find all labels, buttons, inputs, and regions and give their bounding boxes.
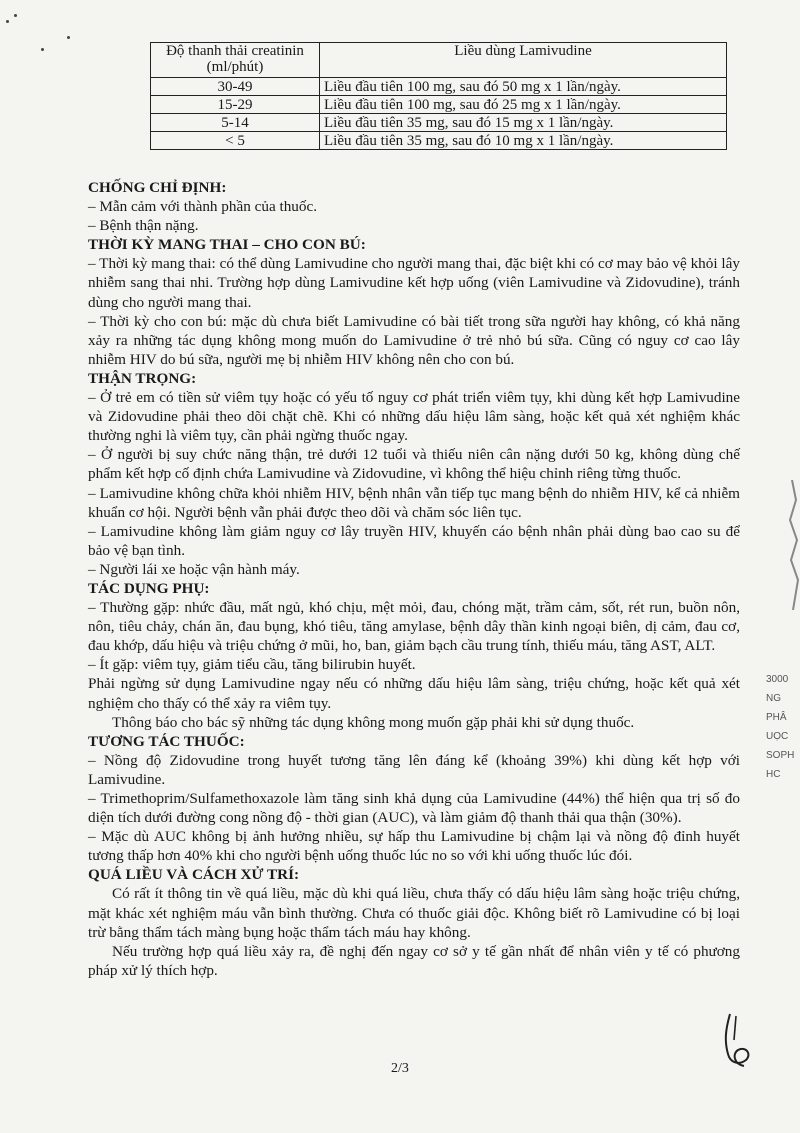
stamp-text: PHÂ <box>766 712 787 723</box>
table-cell-range: 15-29 <box>151 96 320 114</box>
paragraph: – Bệnh thận nặng. <box>88 217 199 235</box>
table-header-row <box>151 43 727 78</box>
table-cell-range: 5-14 <box>151 114 320 132</box>
table-cell-range: < 5 <box>151 132 320 150</box>
page-number: 2/3 <box>391 1061 409 1076</box>
table-row <box>151 114 727 132</box>
scan-speck <box>6 20 9 23</box>
scan-speck <box>41 48 44 51</box>
paragraph: – Trimethoprim/Sulfamethoxazole làm tăng sinh khả dụng của Lamivudine (44%) thể hiện qua trị số đo diện tích dưới đường cong nồng độ - thời gian (AUC), và làm giảm độ thanh thải qua thận (30%). <box>88 790 740 827</box>
scan-edge-mark <box>782 480 800 610</box>
table-cell-dose: Liều đầu tiên 100 mg, sau đó 25 mg x 1 lần/ngày. <box>320 96 727 114</box>
paragraph: – Mẫn cảm với thành phần của thuốc. <box>88 198 318 216</box>
section-heading-side-effects: TÁC DỤNG PHỤ: <box>88 579 210 597</box>
section-heading-overdose: QUÁ LIỀU VÀ CÁCH XỬ TRÍ: <box>88 866 300 884</box>
paragraph: – Mặc dù AUC không bị ảnh hưởng nhiều, sự hấp thu Lamivudine bị chậm lại và nồng độ đỉnh huyết tương thấp hơn 40% khi cho người bệnh uống thuốc lúc no so với khi uống thuốc lúc đói. <box>88 828 740 865</box>
scan-speck <box>14 14 17 17</box>
scan-speck <box>67 36 70 39</box>
paragraph: – Ít gặp: viêm tụy, giảm tiểu cầu, tăng bilirubin huyết. <box>88 656 416 674</box>
stamp-text: HC <box>766 769 781 780</box>
paragraph: – Lamivudine không chữa khỏi nhiễm HIV, bệnh nhân vẫn tiếp tục mang bệnh do nhiễm HIV, kể cả nhiễm khuẩn cơ hội. Người bệnh vẫn phải được theo dõi và chăm sóc liên tục. <box>88 484 740 521</box>
table-row <box>151 78 727 96</box>
paragraph: Có rất ít thông tin về quá liều, mặc dù khi quá liều, chưa thấy có dấu hiệu lâm sàng hoặc triệu chứng, mặt khác xét nghiệm máu vẫn bình thường. Chưa có thuốc giải độc. Không biết rõ Lamivudine có bị loại trừ bằng thẩm tách màng bụng hoặc thẩm tách máu hay không. <box>88 885 740 941</box>
paragraph: – Ở trẻ em có tiền sử viêm tụy hoặc có yếu tố nguy cơ phát triển viêm tụy, khi dùng kết hợp Lamivudine và Zidovudine phải theo dõi chặt chẽ. Khi có những dấu hiệu lâm sàng, hoặc kết quả xét nghiệm khác thường nghi là viêm tụy, cần phải ngừng thuốc ngay. <box>88 389 740 445</box>
paragraph: – Thời kỳ cho con bú: mặc dù chưa biết Lamivudine có bài tiết trong sữa người hay không, có khả năng xảy ra những tác dụng không mong muốn do Lamivudine ở trẻ nhỏ bú sữa. Cũng có nguy cơ cao lây nhiễm HIV do bú sữa, người mẹ bị nhiễm HIV không nên cho con bú. <box>88 312 740 368</box>
section-heading-interactions: TƯƠNG TÁC THUỐC: <box>88 732 245 750</box>
stamp-text: UỌC <box>766 731 789 742</box>
section-heading-precautions: THẬN TRỌNG: <box>88 369 197 387</box>
section-heading-contraindications: CHỐNG CHỈ ĐỊNH: <box>88 179 227 196</box>
table-cell-dose: Liều đầu tiên 35 mg, sau đó 15 mg x 1 lần/ngày. <box>320 114 727 132</box>
paragraph: Phải ngừng sử dụng Lamivudine ngay nếu có những dấu hiệu lâm sàng, triệu chứng, hoặc kết quả xét nghiệm cho thấy có thể xảy ra viêm tụy. <box>88 675 740 712</box>
paragraph: – Người lái xe hoặc vận hành máy. <box>88 560 300 578</box>
table-row <box>151 132 727 150</box>
table-cell-range: 30-49 <box>151 78 320 96</box>
stamp-text: SOPH <box>766 750 795 761</box>
table-header-creatinine: Độ thanh thải creatinin (ml/phút) <box>151 43 320 78</box>
table-cell-dose: Liều đầu tiên 100 mg, sau đó 50 mg x 1 lần/ngày. <box>320 78 727 96</box>
table-row <box>151 96 727 114</box>
paragraph: – Lamivudine không làm giảm nguy cơ lây truyền HIV, khuyến cáo bệnh nhân phải dùng bao cao su để bảo vệ bạn tình. <box>88 522 740 559</box>
table-header-dose: Liều dùng Lamivudine <box>320 43 727 78</box>
section-heading-pregnancy: THỜI KỲ MANG THAI – CHO CON BÚ: <box>88 236 366 254</box>
stamp-text: 3000 <box>766 674 789 685</box>
paragraph: Thông báo cho bác sỹ những tác dụng không mong muốn gặp phải khi sử dụng thuốc. <box>112 713 635 731</box>
paragraph: – Thường gặp: nhức đầu, mất ngủ, khó chịu, mệt mỏi, đau, chóng mặt, trầm cảm, sốt, rét run, buồn nôn, nôn, tiêu chảy, chán ăn, đau bụng, khó tiêu, tăng amylase, bệnh dây thần kinh ngoại biên, dị cảm, đau cơ, đau khớp, dấu hiệu và triệu chứng ở mũi, ho, ban, giảm bạch cầu trung tính, thiếu máu, tăng AST, ALT. <box>88 599 740 655</box>
partial-stamp <box>766 670 800 820</box>
paragraph: – Thời kỳ mang thai: có thể dùng Lamivudine cho người mang thai, đặc biệt khi có cơ may bảo vệ khỏi lây nhiễm sang thai nhi. Trường hợp dùng Lamivudine kết hợp uống (viên Lamivudine và Zidovudine), tránh dùng cho người mang thai. <box>88 255 740 311</box>
paragraph: – Nồng độ Zidovudine trong huyết tương tăng lên đáng kể (khoảng 39%) khi dùng kết hợp với Lamivudine. <box>88 751 740 788</box>
leaflet-body <box>88 178 740 980</box>
stamp-text: NG <box>766 693 781 704</box>
dosage-table <box>150 42 727 150</box>
paragraph: Nếu trường hợp quá liều xảy ra, đề nghị đến ngay cơ sở y tế gần nhất để nhân viên y tế có phương pháp xử lý thích hợp. <box>88 942 740 979</box>
paragraph: – Ở người bị suy chức năng thận, trẻ dưới 12 tuổi và thiếu niên cân nặng dưới 50 kg, không dùng chế phẩm kết hợp cố định chứa Lamivudine và Zidovudine, vì không thể hiệu chỉnh riêng từng thuốc. <box>88 446 740 483</box>
table-cell-dose: Liều đầu tiên 35 mg, sau đó 10 mg x 1 lần/ngày. <box>320 132 727 150</box>
